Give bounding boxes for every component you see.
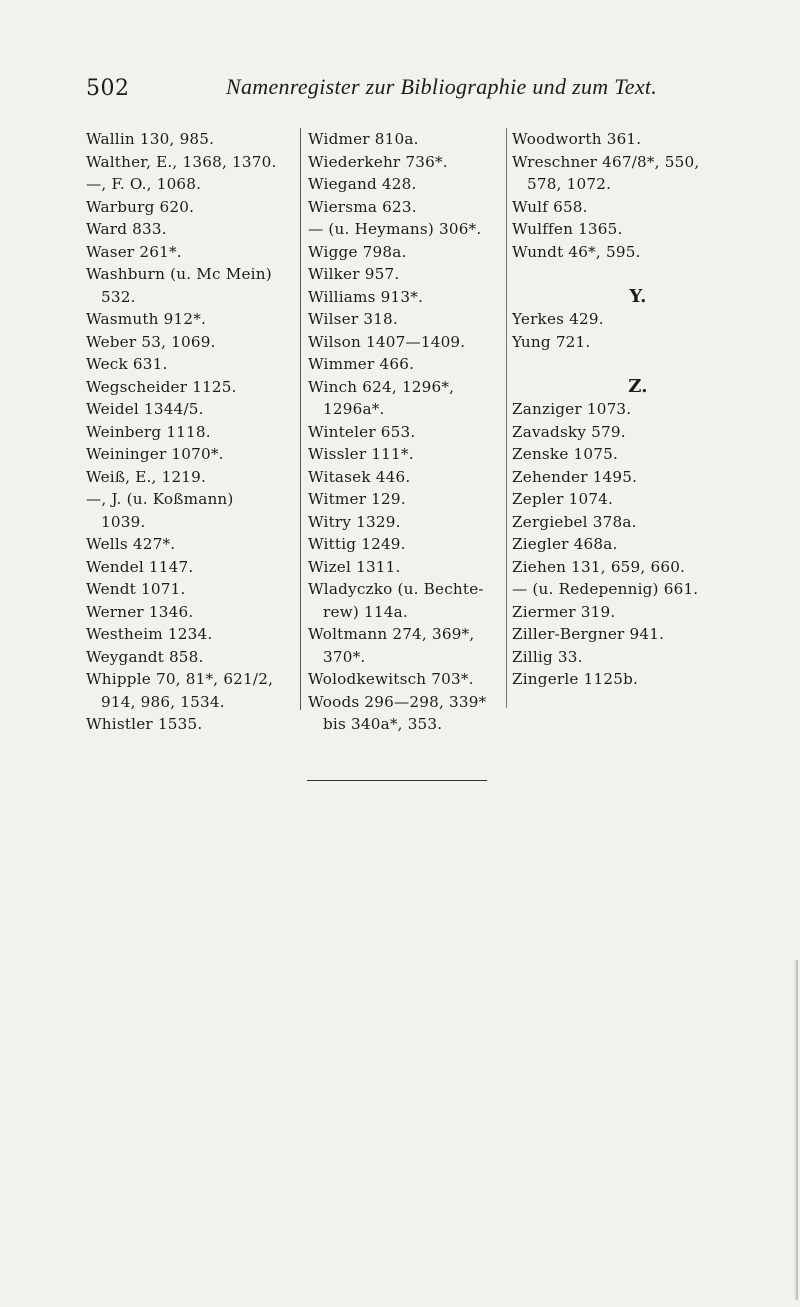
- index-entry: Zergiebel 378a.: [512, 512, 637, 531]
- index-entry: Wladyczko (u. Bechte-: [308, 580, 484, 598]
- index-entry: Wizel 1311.: [308, 557, 401, 576]
- index-entry: Waser 261*.: [86, 242, 182, 261]
- index-entry: Wegscheider 1125.: [86, 377, 237, 396]
- index-column-3: [512, 128, 724, 691]
- index-entry: Wendt 1071.: [86, 580, 186, 598]
- index-entry: Wasmuth 912*.: [86, 310, 207, 328]
- index-entry: Yerkes 429.: [512, 310, 604, 328]
- index-entry: Whipple 70, 81*, 621/2,: [86, 670, 274, 688]
- index-entry: Wiederkehr 736*.: [308, 152, 448, 171]
- index-entry: Winch 624, 1296*,: [308, 377, 455, 396]
- index-entry: Wells 427*.: [86, 535, 176, 553]
- index-entry: Williams 913*.: [308, 287, 424, 306]
- index-entry: 532.: [101, 287, 136, 306]
- index-entry: Wulf 658.: [512, 197, 588, 216]
- index-entry: Wulffen 1365.: [512, 220, 623, 238]
- index-entry: 1039.: [101, 512, 146, 531]
- index-entry: Woltmann 274, 369*,: [308, 625, 475, 643]
- index-entry: Zingerle 1125b.: [512, 670, 639, 688]
- index-entry: Warburg 620.: [86, 197, 195, 216]
- index-entry: Weiß, E., 1219.: [86, 467, 207, 486]
- index-entry: Wimmer 466.: [308, 355, 415, 373]
- index-entry: Weininger 1070*.: [86, 445, 224, 463]
- index-entry: Witmer 129.: [308, 490, 406, 508]
- index-entry: Ziehen 131, 659, 660.: [512, 557, 686, 576]
- index-entry: —, F. O., 1068.: [86, 175, 202, 193]
- index-entry: Weinberg 1118.: [86, 422, 211, 441]
- index-entry: Zavadsky 579.: [512, 422, 626, 441]
- index-entry: Whistler 1535.: [86, 715, 203, 733]
- running-title: Namenregister zur Bibliographie und zum Text.: [226, 74, 658, 99]
- index-entry: 1296a*.: [323, 400, 385, 418]
- index-entry: Zillig 33.: [512, 647, 583, 666]
- index-entry: Wiersma 623.: [308, 197, 417, 216]
- index-entry: Yung 721.: [512, 332, 591, 351]
- page-number: 502: [86, 76, 130, 101]
- index-entry: 370*.: [323, 647, 366, 666]
- index-entry: Wigge 798a.: [308, 242, 407, 261]
- index-entry: Weidel 1344/5.: [86, 400, 204, 418]
- index-entry: Wendel 1147.: [86, 557, 194, 576]
- index-entry: Ward 833.: [86, 220, 167, 238]
- index-entry: Weck 631.: [86, 355, 168, 373]
- index-entry: Winteler 653.: [308, 422, 416, 441]
- index-columns: [86, 128, 726, 733]
- spacer: [512, 353, 724, 376]
- index-entry: Zehender 1495.: [512, 467, 638, 486]
- index-entry: Wolodkewitsch 703*.: [308, 670, 474, 688]
- index-entry: Wilker 957.: [308, 265, 400, 283]
- index-group-w: [512, 128, 724, 263]
- index-group-y: [512, 308, 724, 353]
- index-entry: Witry 1329.: [308, 512, 401, 531]
- index-entry: Washburn (u. Mc Mein): [86, 265, 272, 283]
- column-divider: [506, 128, 507, 708]
- section-heading-z: Z.: [628, 375, 648, 397]
- index-entry: Weber 53, 1069.: [86, 332, 216, 351]
- index-column-2: [308, 128, 512, 736]
- scan-shadow: [794, 960, 798, 1300]
- index-entry: — (u. Heymans) 306*.: [308, 220, 482, 238]
- index-entry: Wilser 318.: [308, 310, 398, 328]
- index-entry: Walther, E., 1368, 1370.: [86, 152, 277, 171]
- index-column-1: [86, 128, 296, 736]
- index-entry: — (u. Redepennig) 661.: [512, 580, 699, 598]
- end-rule: [307, 780, 487, 781]
- index-entry: Wilson 1407—1409.: [308, 332, 466, 351]
- index-entry: Witasek 446.: [308, 467, 411, 486]
- index-entry: Wundt 46*, 595.: [512, 242, 641, 261]
- page-header: [86, 72, 686, 106]
- index-entry: Wittig 1249.: [308, 535, 406, 553]
- index-entry: Woodworth 361.: [512, 130, 642, 148]
- index-entry: Ziegler 468a.: [512, 535, 618, 553]
- index-entry: rew) 114a.: [323, 602, 408, 621]
- index-group-z: [512, 398, 724, 691]
- index-entry: Zepler 1074.: [512, 490, 614, 508]
- index-entry: Widmer 810a.: [308, 130, 419, 148]
- column-divider: [300, 128, 301, 710]
- index-entry: Woods 296—298, 339*: [308, 692, 487, 711]
- index-entry: Zanziger 1073.: [512, 400, 632, 418]
- section-heading-y: Y.: [629, 285, 647, 307]
- index-entry: —, J. (u. Koßmann): [86, 490, 234, 508]
- index-entry: Wiegand 428.: [308, 175, 417, 193]
- index-entry: Ziermer 319.: [512, 602, 616, 621]
- index-entry: Werner 1346.: [86, 602, 194, 621]
- index-entry: Zenske 1075.: [512, 445, 619, 463]
- index-entry: 914, 986, 1534.: [101, 692, 225, 711]
- index-entry: Ziller-Bergner 941.: [512, 625, 665, 643]
- index-entry: Wallin 130, 985.: [86, 130, 215, 148]
- spacer: [512, 263, 724, 286]
- index-entry: bis 340a*, 353.: [323, 715, 443, 733]
- index-entry: Wreschner 467/8*, 550,: [512, 152, 700, 171]
- index-entry: 578, 1072.: [527, 175, 612, 193]
- index-entry: Weygandt 858.: [86, 647, 204, 666]
- index-entry: Westheim 1234.: [86, 625, 213, 643]
- index-entry: Wissler 111*.: [308, 445, 414, 463]
